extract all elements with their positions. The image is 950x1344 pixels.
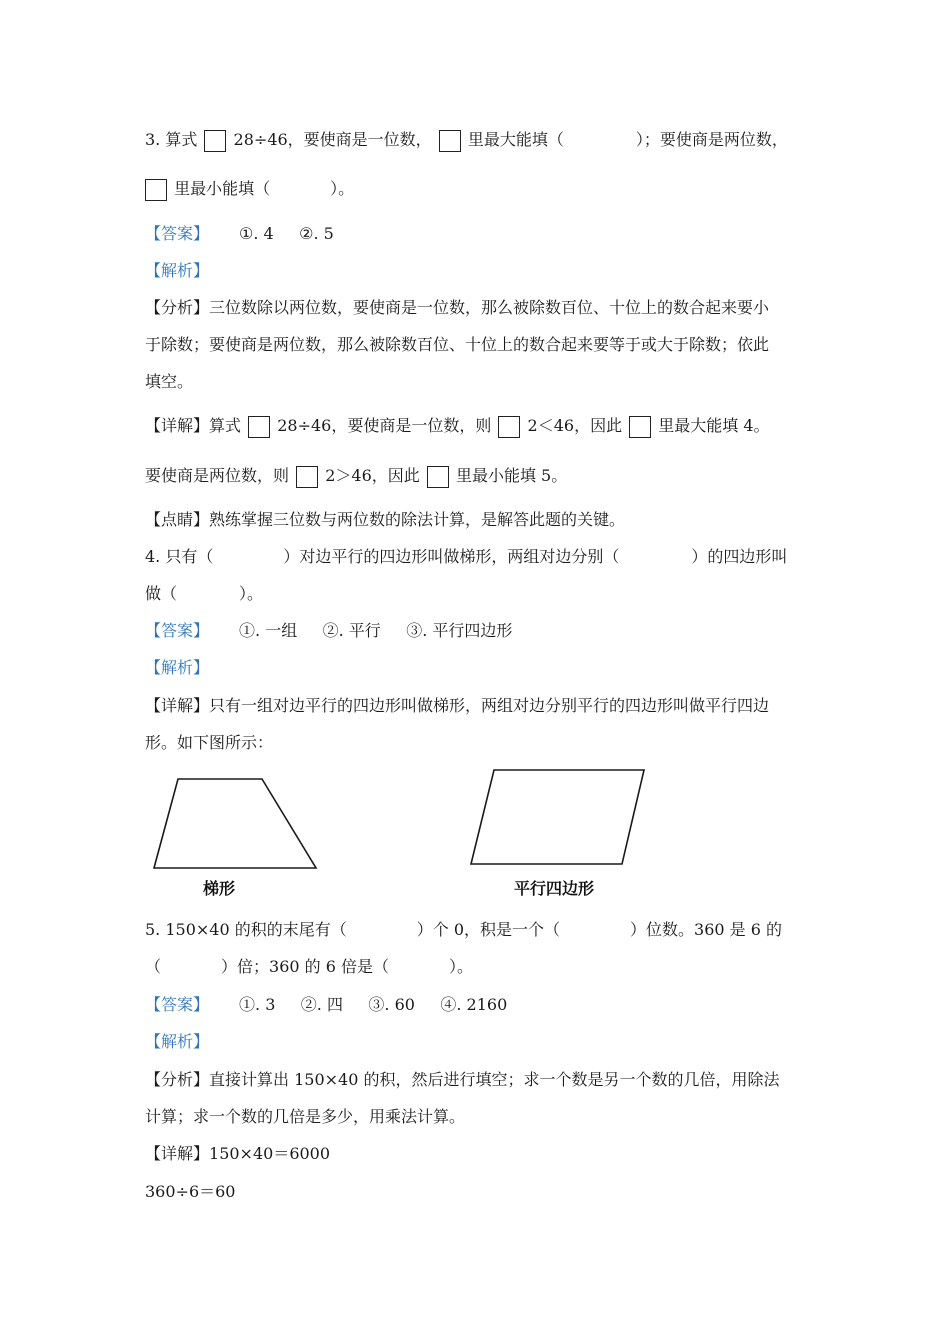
q3-analysis-tag: 【解析】 <box>145 261 210 280</box>
blank-box <box>439 130 461 152</box>
blank-box <box>498 416 520 438</box>
blank-box <box>427 466 449 488</box>
q3-answer: 【答案】 ①. 4 ②. 5 <box>145 224 334 243</box>
blank-box <box>145 179 167 201</box>
q4-analysis-tag: 【解析】 <box>145 658 210 677</box>
q4-question-line2: 做（ ）。 <box>145 584 264 603</box>
parallelogram-label: 平行四边形 <box>514 879 595 898</box>
q5-answer: 【答案】 ①. 3 ②. 四 ③. 60 ④. 2160 <box>145 995 508 1014</box>
q5-fenxi-line1: 【分析】直接计算出 150×40 的积，然后进行填空；求一个数是另一个数的几倍，用除法 <box>145 1070 780 1089</box>
q5-fenxi-line2: 计算；求一个数的几倍是多少，用乘法计算。 <box>145 1107 466 1126</box>
q3-question-line1: 3. 算式 28÷46，要使商是一位数， 里最大能填（ ）；要使商是两位数， <box>145 128 788 152</box>
q4-question-line1: 4. 只有（ ）对边平行的四边形叫做梯形，两组对边分别（ ）的四边形叫 <box>145 547 788 566</box>
q5-analysis-tag: 【解析】 <box>145 1032 210 1051</box>
q3-dianjing: 【点睛】熟练掌握三位数与两位数的除法计算，是解答此题的关键。 <box>145 510 626 529</box>
blank-box <box>248 416 270 438</box>
q5-question-line2: （ ）倍；360 的 6 倍是（ ）。 <box>145 957 474 976</box>
q4-detail-line2: 形。如下图所示： <box>145 733 274 752</box>
q5-question-line1: 5. 150×40 的积的末尾有（ ）个 0，积是一个（ ）位数。360 是 6 的 <box>145 920 783 939</box>
q5-detail-line2: 360÷6＝60 <box>145 1182 236 1201</box>
q3-fenxi-line1: 【分析】三位数除以两位数，要使商是一位数，那么被除数百位、十位上的数合起来要小 <box>145 298 770 317</box>
q5-detail-line1: 【详解】150×40＝6000 <box>145 1144 331 1163</box>
trapezoid-label: 梯形 <box>203 879 236 898</box>
q3-detail-line1: 【详解】算式 28÷46，要使商是一位数，则 2＜46，因此 里最大能填 4。 <box>145 414 770 438</box>
q3-question-line2: 里最小能填（ ）。 <box>145 177 354 201</box>
q3-fenxi-line3: 填空。 <box>145 372 194 391</box>
blank-box <box>204 130 226 152</box>
parallelogram-shape <box>471 770 644 864</box>
trapezoid-shape <box>154 779 316 868</box>
q4-detail-line1: 【详解】只有一组对边平行的四边形叫做梯形，两组对边分别平行的四边形叫做平行四边 <box>145 696 770 715</box>
q3-detail-line2: 要使商是两位数，则 2＞46，因此 里最小能填 5。 <box>145 464 567 488</box>
q3-fenxi-line2: 于除数；要使商是两位数，那么被除数百位、十位上的数合起来要等于或大于除数；依此 <box>145 335 770 354</box>
q4-answer: 【答案】 ①. 一组 ②. 平行 ③. 平行四边形 <box>145 621 513 640</box>
blank-box <box>296 466 318 488</box>
blank-box <box>629 416 651 438</box>
